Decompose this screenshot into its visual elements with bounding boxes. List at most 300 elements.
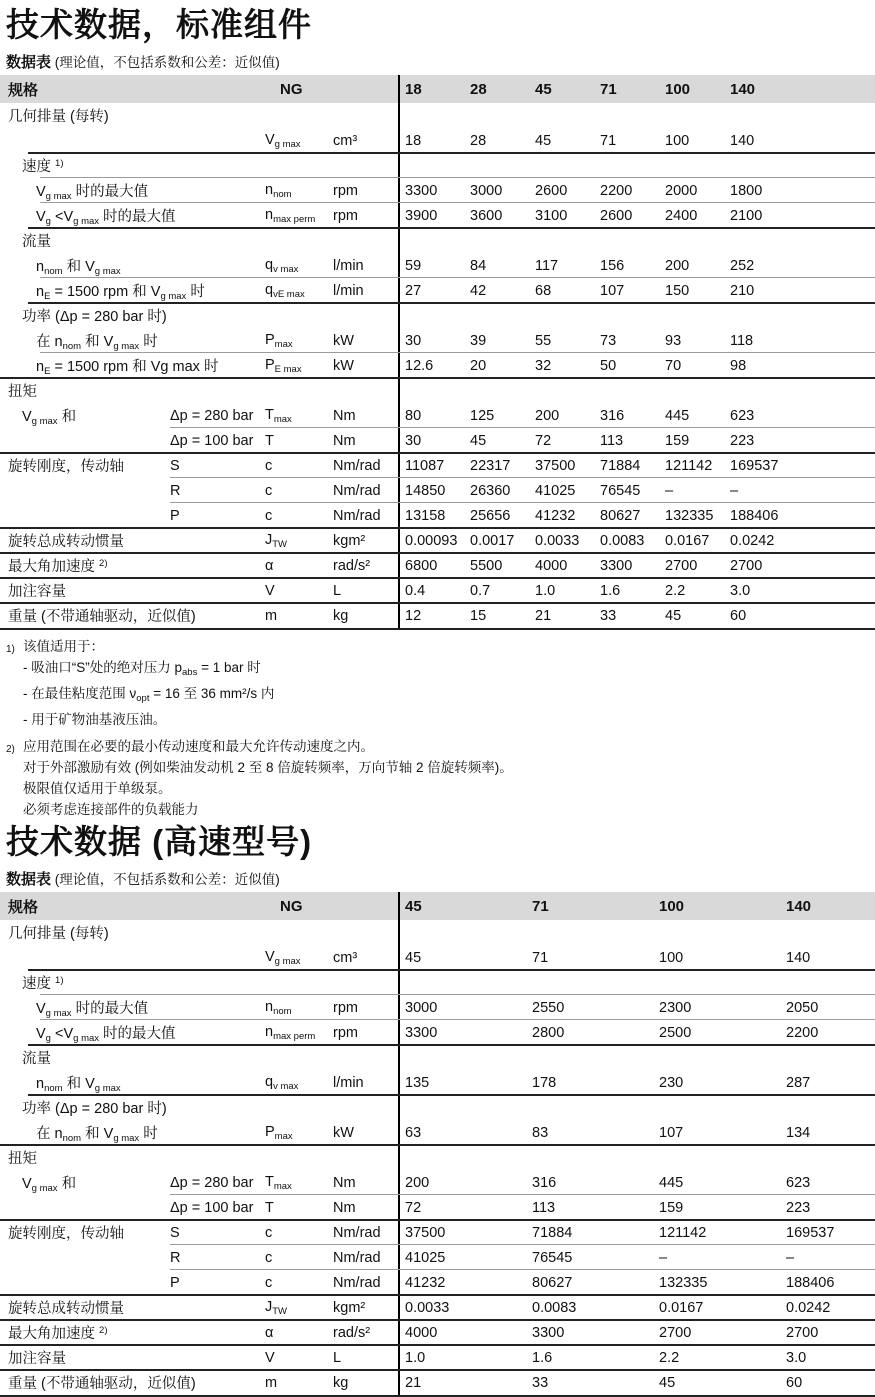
row-label (0, 1072, 265, 1094)
value-cell: 0.0017 (470, 532, 515, 549)
row-unit: kW (333, 332, 354, 349)
value-cell: 30 (405, 332, 422, 349)
text-segment: P (265, 1123, 275, 1140)
row-label-text (36, 1126, 158, 1142)
footnote-line (23, 709, 274, 730)
value-cell: 28 (470, 132, 487, 149)
data-row (0, 428, 875, 453)
value-cell: 3600 (470, 207, 503, 224)
subtitle-note: (理论值，不包括系数和公差：近似值) (54, 872, 280, 887)
value-cell: 3.0 (786, 1349, 807, 1366)
value-cell: 0.0167 (665, 532, 710, 549)
subscript-text: g max (73, 1032, 100, 1044)
row-rule (0, 1144, 875, 1146)
row-sublabel (170, 1275, 265, 1291)
row-symbol-text (265, 1299, 287, 1315)
value-cell: 39 (470, 332, 487, 349)
row-label-text (22, 1051, 51, 1067)
row-rule (0, 1344, 875, 1346)
value-cell: 107 (600, 282, 625, 299)
value-cell: 55 (535, 332, 552, 349)
value-cell: 4000 (535, 557, 568, 574)
value-cell: 210 (730, 282, 755, 299)
row-symbol-text (265, 458, 272, 474)
text-segment: V (265, 1349, 275, 1366)
data-row (0, 1295, 875, 1320)
value-cell: 3100 (535, 207, 568, 224)
subscript-text: TW (272, 1305, 288, 1317)
footnote-line-text (23, 739, 374, 754)
data-row (0, 578, 875, 603)
subscript-text: g max (274, 138, 301, 150)
row-unit: Nm (333, 1174, 356, 1191)
value-cell: 80 (405, 407, 422, 424)
row-label-text (8, 1226, 124, 1242)
text-segment: 时 (139, 1125, 158, 1142)
text-segment: 流量 (22, 1051, 51, 1067)
text-segment: 扭矩 (8, 1151, 37, 1167)
row-symbol-text (265, 1275, 272, 1291)
row-symbol-text (265, 433, 274, 449)
row-symbol-text (265, 1074, 298, 1090)
value-cell: 41232 (405, 1274, 446, 1291)
value-cell: 45 (405, 949, 422, 966)
text-segment: = 1500 rpm 和 V (50, 283, 161, 300)
subscript-text: g max (31, 1182, 58, 1194)
row-symbol (265, 1174, 333, 1192)
subscript-text: max (273, 413, 292, 425)
superscript-text: 2) (99, 1325, 108, 1336)
value-cell: 230 (659, 1074, 684, 1091)
row-symbol (265, 357, 333, 375)
section-row (0, 103, 875, 128)
value-cell: 80627 (600, 507, 641, 524)
subtitle-note: (理论值，不包括系数和公差：近似值) (54, 55, 280, 70)
row-label-text (8, 459, 124, 475)
row-label-text (22, 409, 76, 425)
row-label (0, 155, 398, 176)
row-label (0, 455, 170, 476)
section-row (0, 1045, 875, 1070)
text-segment: V (265, 582, 275, 599)
value-cell: 3.0 (730, 582, 751, 599)
text-segment: 对于外部激励有效 (例如柴油发动机 2 至 8 倍旋转频率，万向节轴 2 倍旋转频率)。 (23, 760, 513, 775)
value-cell: – (730, 482, 739, 499)
row-label (0, 1097, 398, 1118)
row-rule (40, 1019, 875, 1020)
row-symbol (265, 407, 333, 425)
subscript-text: g max (113, 1132, 140, 1144)
value-cell: 118 (730, 332, 754, 349)
text-segment: q (265, 281, 274, 298)
row-rule (28, 152, 875, 154)
value-cell: 20 (470, 357, 487, 374)
value-cell: 72 (405, 1199, 422, 1216)
table-subtitle (6, 54, 875, 71)
row-symbol (265, 999, 333, 1017)
row-rule (40, 994, 875, 995)
text-segment: - 在最佳粘度范围 ν (23, 686, 137, 701)
row-unit: Nm (333, 432, 356, 449)
value-cell: 63 (405, 1124, 422, 1141)
row-label (0, 405, 170, 427)
section-row (0, 920, 875, 945)
row-label-text (8, 109, 109, 125)
size-header-value: 71 (532, 897, 549, 915)
row-label (0, 1022, 265, 1044)
value-cell: 0.0167 (659, 1299, 704, 1316)
value-cell: 287 (786, 1074, 811, 1091)
footnote (6, 736, 875, 817)
data-row (0, 1245, 875, 1270)
spec-header-label: 规格 (8, 81, 39, 99)
text-segment: 和 V (81, 1125, 114, 1142)
row-label (0, 380, 398, 401)
value-cell: 121142 (659, 1224, 707, 1241)
size-header-value: 71 (600, 80, 617, 98)
row-sublabel-text (170, 1225, 180, 1241)
text-segment: 在 n (36, 333, 63, 350)
row-unit: cm³ (333, 949, 358, 966)
row-unit: Nm/rad (333, 507, 381, 524)
row-symbol (265, 1250, 333, 1266)
value-cell: 0.4 (405, 582, 426, 599)
value-cell: 200 (405, 1174, 430, 1191)
row-symbol-text (265, 132, 301, 148)
text-segment: P (265, 356, 275, 373)
subscript-text: nom (44, 265, 63, 277)
footnote-line (23, 657, 274, 683)
value-cell: 0.00093 (405, 532, 458, 549)
row-symbol-text (265, 1250, 272, 1266)
row-symbol (265, 207, 333, 225)
table-header-row (0, 75, 875, 103)
row-label-text (36, 334, 158, 350)
row-label-text (8, 1151, 37, 1167)
text-segment: Δp = 100 bar (170, 432, 254, 449)
size-header-value: 100 (659, 897, 685, 915)
row-label-text (8, 926, 109, 942)
row-unit: Nm/rad (333, 1274, 381, 1291)
row-symbol (265, 182, 333, 200)
row-rule (170, 1244, 875, 1245)
section-row (0, 1095, 875, 1120)
value-cell: 159 (665, 432, 690, 449)
row-label-text (22, 309, 167, 325)
row-label (0, 230, 398, 251)
value-cell: 71 (532, 949, 549, 966)
row-label-text (22, 234, 51, 250)
value-cell: 41232 (535, 507, 576, 524)
row-sublabel-text (170, 1250, 180, 1266)
row-unit: l/min (333, 1074, 364, 1091)
data-row (0, 353, 875, 378)
high-speed-section (0, 817, 875, 1397)
row-symbol-text (265, 357, 302, 373)
value-cell: 3300 (405, 182, 438, 199)
value-cell: 15 (470, 607, 487, 624)
value-cell: 2.2 (659, 1349, 680, 1366)
row-unit: l/min (333, 282, 364, 299)
text-segment: 旋转总成转动惯量 (8, 534, 124, 550)
data-row (0, 1320, 875, 1345)
value-cell: 134 (786, 1124, 811, 1141)
value-cell: 27 (405, 282, 422, 299)
value-cell: 200 (665, 257, 690, 274)
row-unit: kgm² (333, 532, 366, 549)
row-sublabel (170, 433, 265, 449)
text-segment: Δp = 280 bar (170, 1174, 254, 1191)
row-rule (28, 227, 875, 229)
value-cell: 2300 (659, 999, 692, 1016)
row-unit: Nm/rad (333, 1249, 381, 1266)
row-unit: kW (333, 1124, 354, 1141)
text-segment: J (265, 1298, 273, 1315)
row-rule (0, 1369, 875, 1371)
text-segment: 和 V (62, 258, 95, 275)
footnote-line (23, 778, 513, 799)
value-cell: 3300 (405, 1024, 438, 1041)
text-segment: <V (50, 208, 74, 225)
text-segment: 时的最大值 (99, 208, 176, 225)
value-cell: 2700 (786, 1324, 819, 1341)
subscript-text: g max (160, 290, 187, 302)
value-cell: 37500 (405, 1224, 446, 1241)
row-rule (28, 1044, 875, 1046)
value-cell: 41025 (405, 1249, 446, 1266)
text-segment: c (265, 457, 273, 474)
row-symbol (265, 1375, 333, 1391)
row-symbol (265, 282, 333, 300)
size-header-value: 45 (535, 80, 552, 98)
subscript-text: max perm (273, 1030, 316, 1042)
text-segment: 几何排量 (每转) (8, 926, 109, 942)
row-sublabel (170, 408, 265, 424)
footnote-line-text (23, 639, 104, 654)
row-rule (0, 527, 875, 529)
text-segment: 加注容量 (8, 1351, 66, 1367)
value-cell: 121142 (665, 457, 713, 474)
row-symbol-text (265, 558, 273, 574)
row-rule (0, 1319, 875, 1321)
value-cell: 125 (470, 407, 495, 424)
text-segment: P (170, 507, 180, 524)
row-rule (170, 477, 875, 478)
row-rule (170, 427, 875, 428)
data-row (0, 1220, 875, 1245)
data-row (0, 203, 875, 228)
row-symbol-text (265, 1124, 293, 1140)
row-rule (0, 602, 875, 604)
value-cell: 50 (600, 357, 617, 374)
subscript-text: E max (274, 363, 302, 375)
standard-components-section (0, 0, 875, 630)
value-cell: 1.0 (535, 582, 556, 599)
row-label-text (8, 584, 66, 600)
text-segment: V (36, 208, 46, 225)
text-segment: n (265, 1023, 274, 1040)
data-row (0, 403, 875, 428)
text-segment: T (265, 406, 274, 423)
section-row (0, 378, 875, 403)
value-cell: 2500 (659, 1024, 692, 1041)
size-header-value: 140 (786, 897, 812, 915)
row-label-text (8, 559, 107, 575)
text-segment: Δp = 280 bar (170, 407, 254, 424)
ng-header-label: NG (280, 80, 303, 98)
value-cell: 2200 (600, 182, 633, 199)
row-label (0, 1147, 398, 1168)
row-label (0, 1172, 170, 1194)
text-segment: 速度 (22, 159, 56, 175)
row-unit: Nm (333, 407, 356, 424)
row-symbol (265, 1325, 333, 1341)
table-header-row (0, 892, 875, 920)
row-label (0, 1047, 398, 1068)
text-segment: - 吸油口“S”处的绝对压力 p (23, 660, 183, 675)
ng-header-label: NG (280, 897, 303, 915)
text-segment: 时的最大值 (71, 1000, 149, 1017)
text-segment: V (265, 131, 275, 148)
subscript-text: nom (62, 1132, 82, 1144)
row-symbol (265, 583, 333, 599)
data-row (0, 553, 875, 578)
value-cell: 2400 (665, 207, 698, 224)
row-sublabel (170, 1200, 265, 1216)
row-unit: cm³ (333, 132, 358, 149)
text-segment: n (36, 258, 45, 275)
value-cell: 178 (532, 1074, 557, 1091)
row-sublabel-text (170, 1200, 253, 1216)
text-segment: c (265, 1249, 273, 1266)
value-cell: 93 (665, 332, 682, 349)
data-row (0, 603, 875, 628)
value-cell: 1800 (730, 182, 763, 199)
value-cell: 14850 (405, 482, 446, 499)
row-sublabel (170, 483, 265, 499)
value-cell: 71 (600, 132, 617, 149)
row-label (0, 105, 398, 126)
text-segment: n (36, 283, 45, 300)
row-label-text (22, 1101, 167, 1117)
value-cell: 445 (659, 1174, 684, 1191)
text-segment: V (36, 1025, 46, 1042)
value-cell: 445 (665, 407, 690, 424)
data-row (0, 1070, 875, 1095)
row-label (0, 280, 265, 302)
row-symbol (265, 949, 333, 967)
value-cell: 150 (665, 282, 690, 299)
section-row (0, 1145, 875, 1170)
row-rule (0, 452, 875, 454)
value-cell: – (659, 1249, 668, 1266)
value-cell: 0.0083 (532, 1299, 577, 1316)
row-symbol (265, 257, 333, 275)
row-label (0, 1322, 265, 1343)
value-cell: 140 (730, 132, 755, 149)
value-cell: 5500 (470, 557, 503, 574)
row-symbol-text (265, 1350, 275, 1366)
subscript-text: max (273, 1180, 292, 1192)
row-symbol (265, 508, 333, 524)
value-cell: 80627 (532, 1274, 573, 1291)
row-sublabel (170, 1175, 265, 1191)
row-symbol-text (265, 407, 292, 423)
row-symbol-text (265, 949, 301, 965)
row-rule (170, 1194, 875, 1195)
row-label (0, 1347, 265, 1368)
row-symbol-text (265, 532, 287, 548)
value-cell: 13158 (405, 507, 446, 524)
value-cell: 42 (470, 282, 487, 299)
subscript-text: g max (45, 1007, 72, 1019)
row-unit: kg (333, 1374, 349, 1391)
row-symbol (265, 532, 333, 550)
row-sublabel-text (170, 458, 180, 474)
footnote-line (23, 636, 274, 657)
row-symbol-text (265, 207, 315, 223)
high-speed-data-table (0, 892, 875, 1397)
subscript-text: E (44, 290, 51, 302)
row-sublabel-text (170, 483, 180, 499)
value-cell: 2000 (665, 182, 698, 199)
footnote-line-text (23, 781, 172, 796)
row-sublabel-text (170, 408, 253, 424)
value-cell: 84 (470, 257, 487, 274)
value-cell: 71884 (600, 457, 641, 474)
text-segment: 和 (57, 1175, 77, 1192)
value-cell: 0.0033 (535, 532, 580, 549)
subscript-text: max (274, 1130, 293, 1142)
subscript-text: g max (45, 190, 72, 202)
row-rule (0, 577, 875, 579)
row-symbol (265, 433, 333, 449)
row-label-text (8, 384, 37, 400)
subscript-text: v max (273, 1080, 299, 1092)
text-segment: 流量 (22, 234, 51, 250)
section-row (0, 228, 875, 253)
value-cell: 2200 (786, 1024, 819, 1041)
row-symbol (265, 1299, 333, 1317)
footnote-line-text (23, 802, 199, 817)
text-segment: 旋转刚度，传动轴 (8, 1226, 124, 1242)
row-symbol-text (265, 1174, 292, 1190)
footnote-line-text (23, 760, 513, 775)
subscript-text: v max (273, 263, 299, 275)
value-cell: 6800 (405, 557, 438, 574)
row-label (0, 1222, 170, 1243)
value-cell: 4000 (405, 1324, 438, 1341)
value-cell: 169537 (730, 457, 779, 474)
value-cell: 22317 (470, 457, 511, 474)
value-cell: 188406 (730, 507, 779, 524)
row-rule (28, 969, 875, 971)
value-cell: 1.6 (600, 582, 621, 599)
footnote-line (23, 799, 513, 817)
row-rule (0, 552, 875, 554)
data-row (0, 328, 875, 353)
data-row (0, 1020, 875, 1045)
text-segment: α (265, 557, 274, 574)
row-label (0, 922, 398, 943)
row-unit: rpm (333, 182, 358, 199)
value-cell: 83 (532, 1124, 549, 1141)
value-cell: 33 (532, 1374, 549, 1391)
row-symbol-text (265, 608, 277, 624)
text-segment: T (265, 432, 274, 449)
standard-data-table (0, 75, 875, 630)
value-cell: 1.6 (532, 1349, 553, 1366)
